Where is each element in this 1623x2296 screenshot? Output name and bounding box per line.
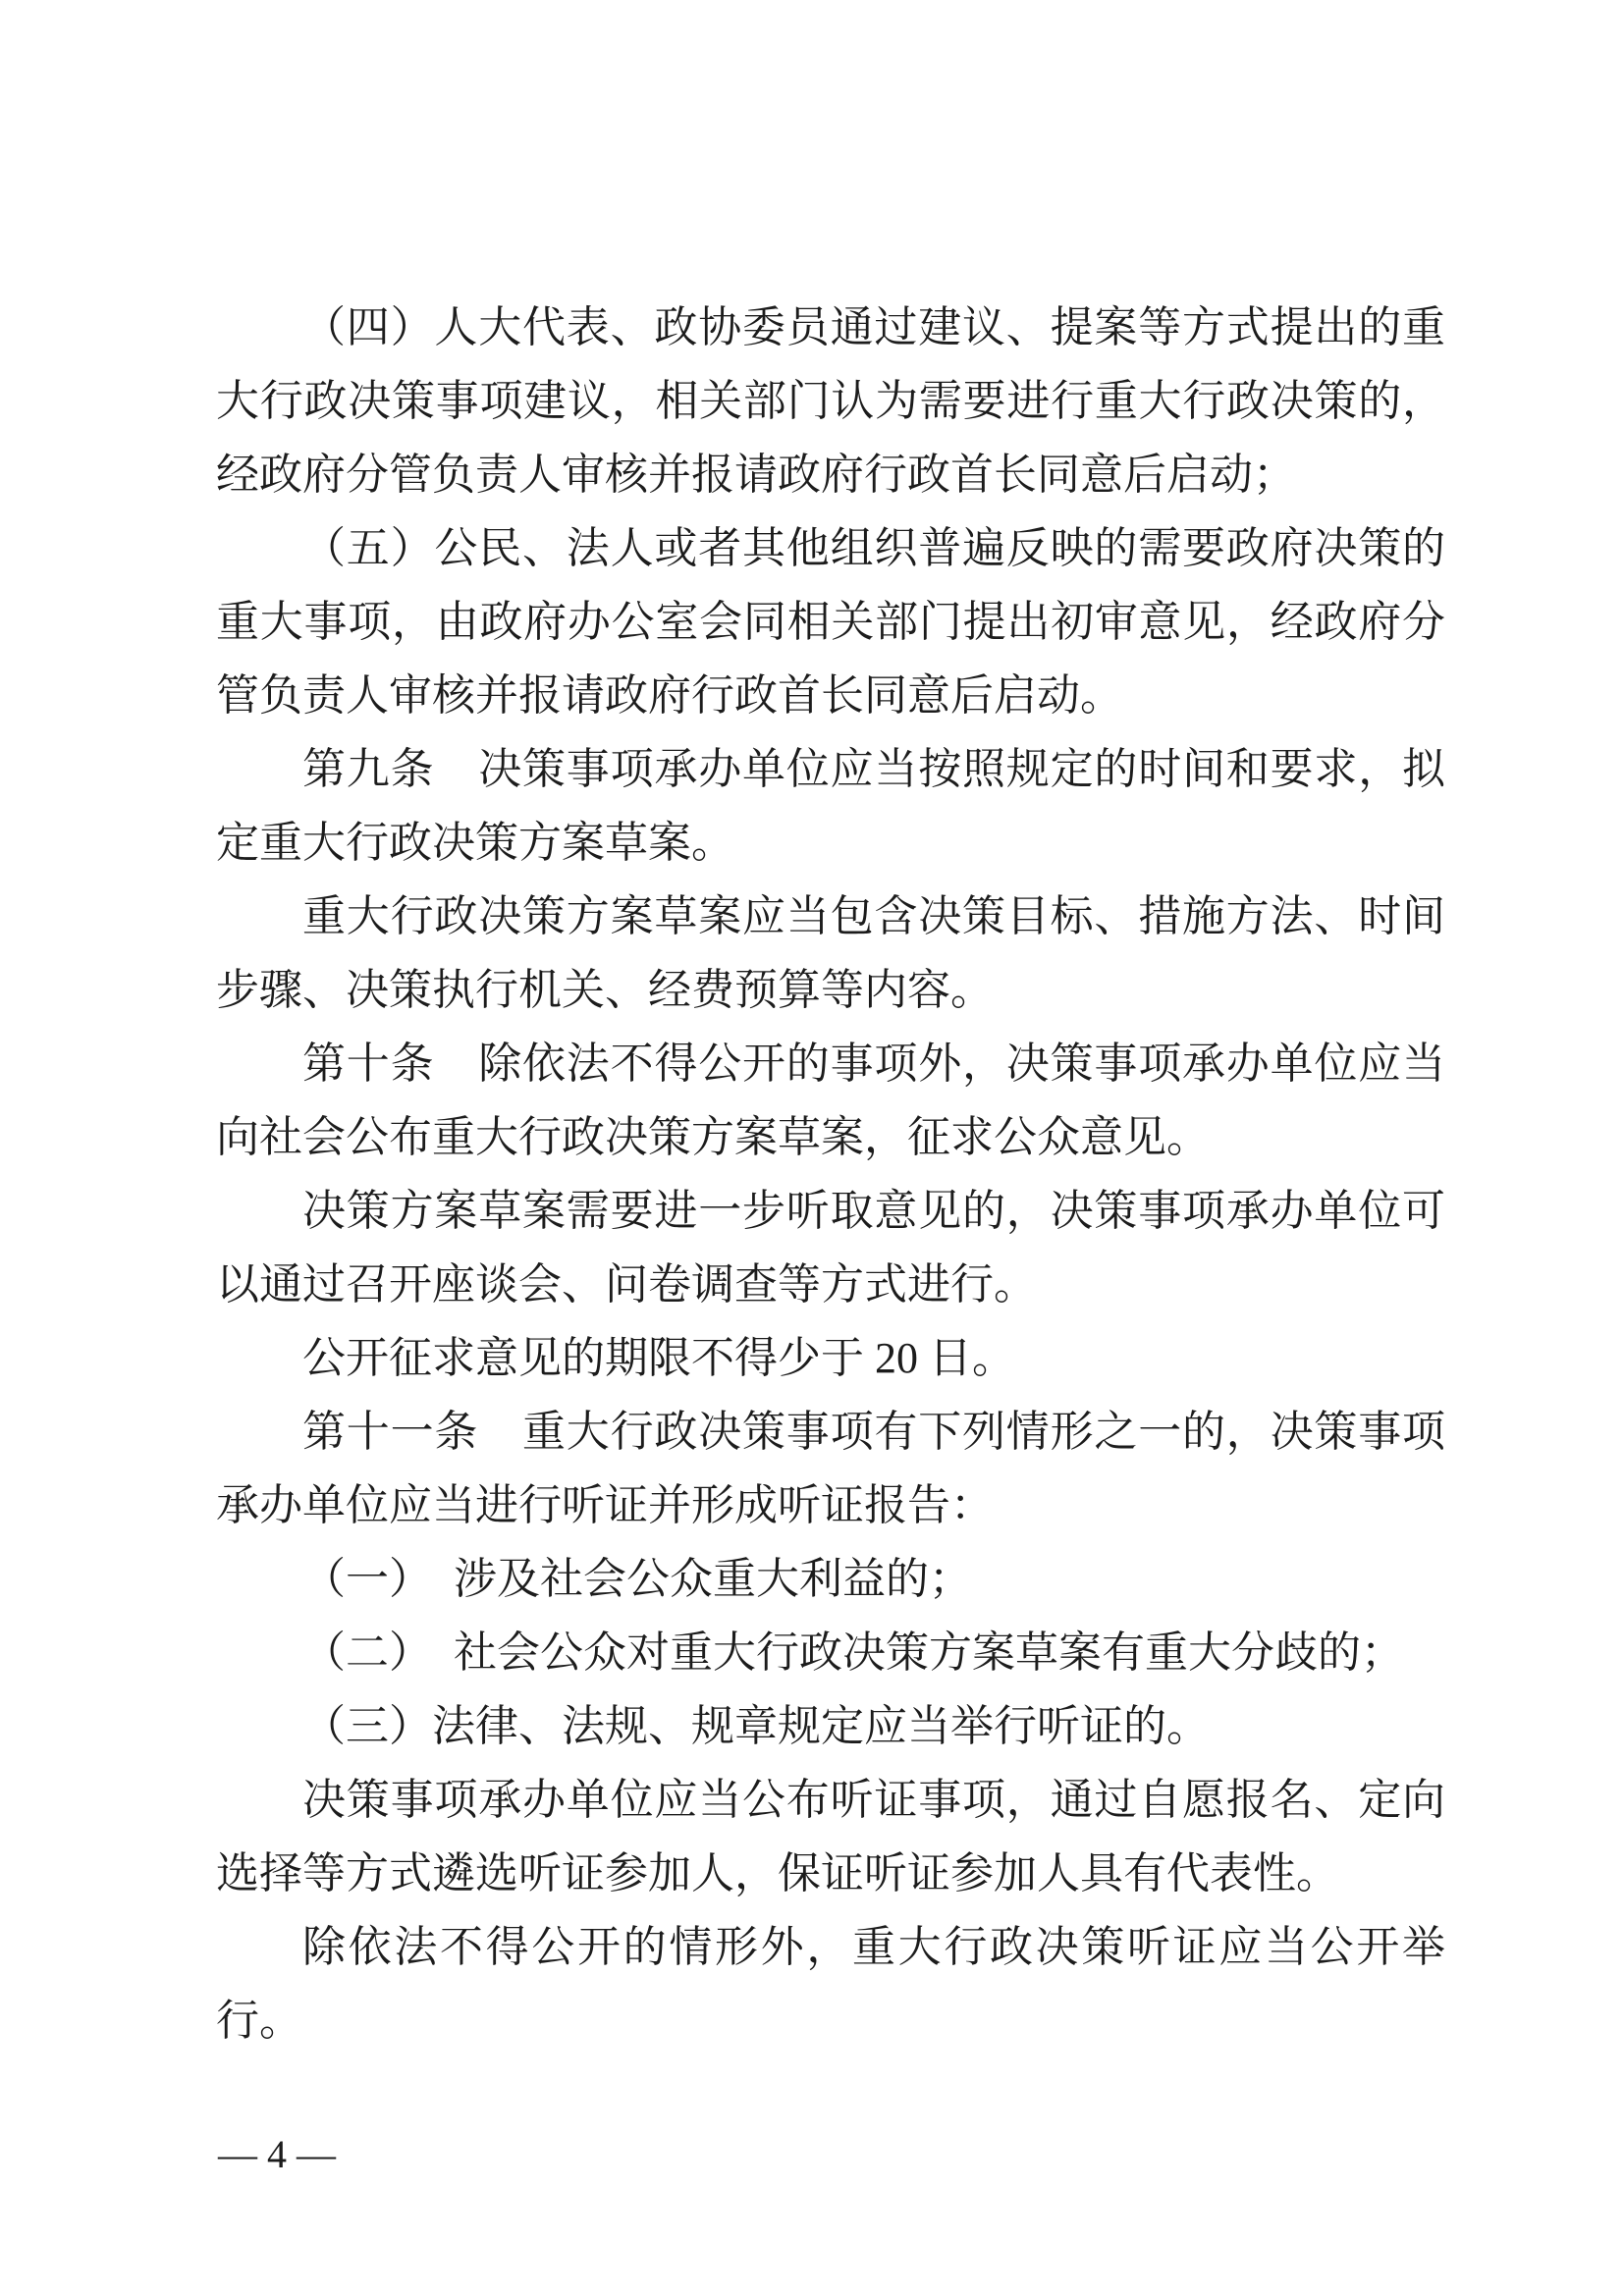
text-line: 公开征求意见的期限不得少于 20 日。 <box>302 1334 1015 1382</box>
text-line: （三）法律、法规、规章规定应当举行听证的。 <box>302 1702 1210 1750</box>
text-line: 步骤、决策执行机关、经费预算等内容。 <box>216 966 994 1014</box>
text-line: 选择等方式遴选听证参加人，保证听证参加人具有代表性。 <box>216 1849 1339 1897</box>
text-line: 定重大行政决策方案草案。 <box>216 819 734 867</box>
text-line: 向社会公布重大行政决策方案草案，征求公众意见。 <box>216 1113 1210 1161</box>
text-line: 以通过召开座谈会、问卷调查等方式进行。 <box>216 1260 1037 1308</box>
text-line: 第十一条 重大行政决策事项有下列情形之一的，决策事项 <box>302 1408 1445 1456</box>
text-line: 除依法不得公开的情形外，重大行政决策听证应当公开举 <box>302 1923 1445 1971</box>
text-line: 承办单位应当进行听证并形成听证报告： <box>216 1481 994 1529</box>
document-body <box>216 291 1445 2057</box>
text-line: 决策事项承办单位应当公布听证事项，通过自愿报名、定向 <box>302 1776 1445 1824</box>
text-line: （二） 社会公众对重大行政决策方案草案有重大分歧的； <box>302 1629 1404 1677</box>
text-line: 决策方案草案需要进一步听取意见的，决策事项承办单位可 <box>302 1187 1445 1235</box>
text-line: （五）公民、法人或者其他组织普遍反映的需要政府决策的 <box>302 524 1445 572</box>
text-line: 重大行政决策方案草案应当包含决策目标、措施方法、时间 <box>302 892 1445 940</box>
text-line: 经政府分管负责人审核并报请政府行政首长同意后启动； <box>216 451 1296 499</box>
text-line: 第九条 决策事项承办单位应当按照规定的时间和要求，拟 <box>302 745 1445 793</box>
text-line: （一） 涉及社会公众重大利益的； <box>302 1555 972 1603</box>
text-line: 行。 <box>216 1997 302 2045</box>
text-line: （四）人大代表、政协委员通过建议、提案等方式提出的重 <box>302 303 1445 351</box>
text-line: 管负责人审核并报请政府行政首长同意后启动。 <box>216 671 1123 720</box>
text-line: 重大事项，由政府办公室会同相关部门提出初审意见，经政府分 <box>216 598 1445 646</box>
text-line: 第十条 除依法不得公开的事项外，决策事项承办单位应当 <box>302 1040 1445 1088</box>
page-number: — 4 — <box>218 2132 336 2176</box>
text-line: 大行政决策事项建议，相关部门认为需要进行重大行政决策的， <box>216 377 1445 425</box>
